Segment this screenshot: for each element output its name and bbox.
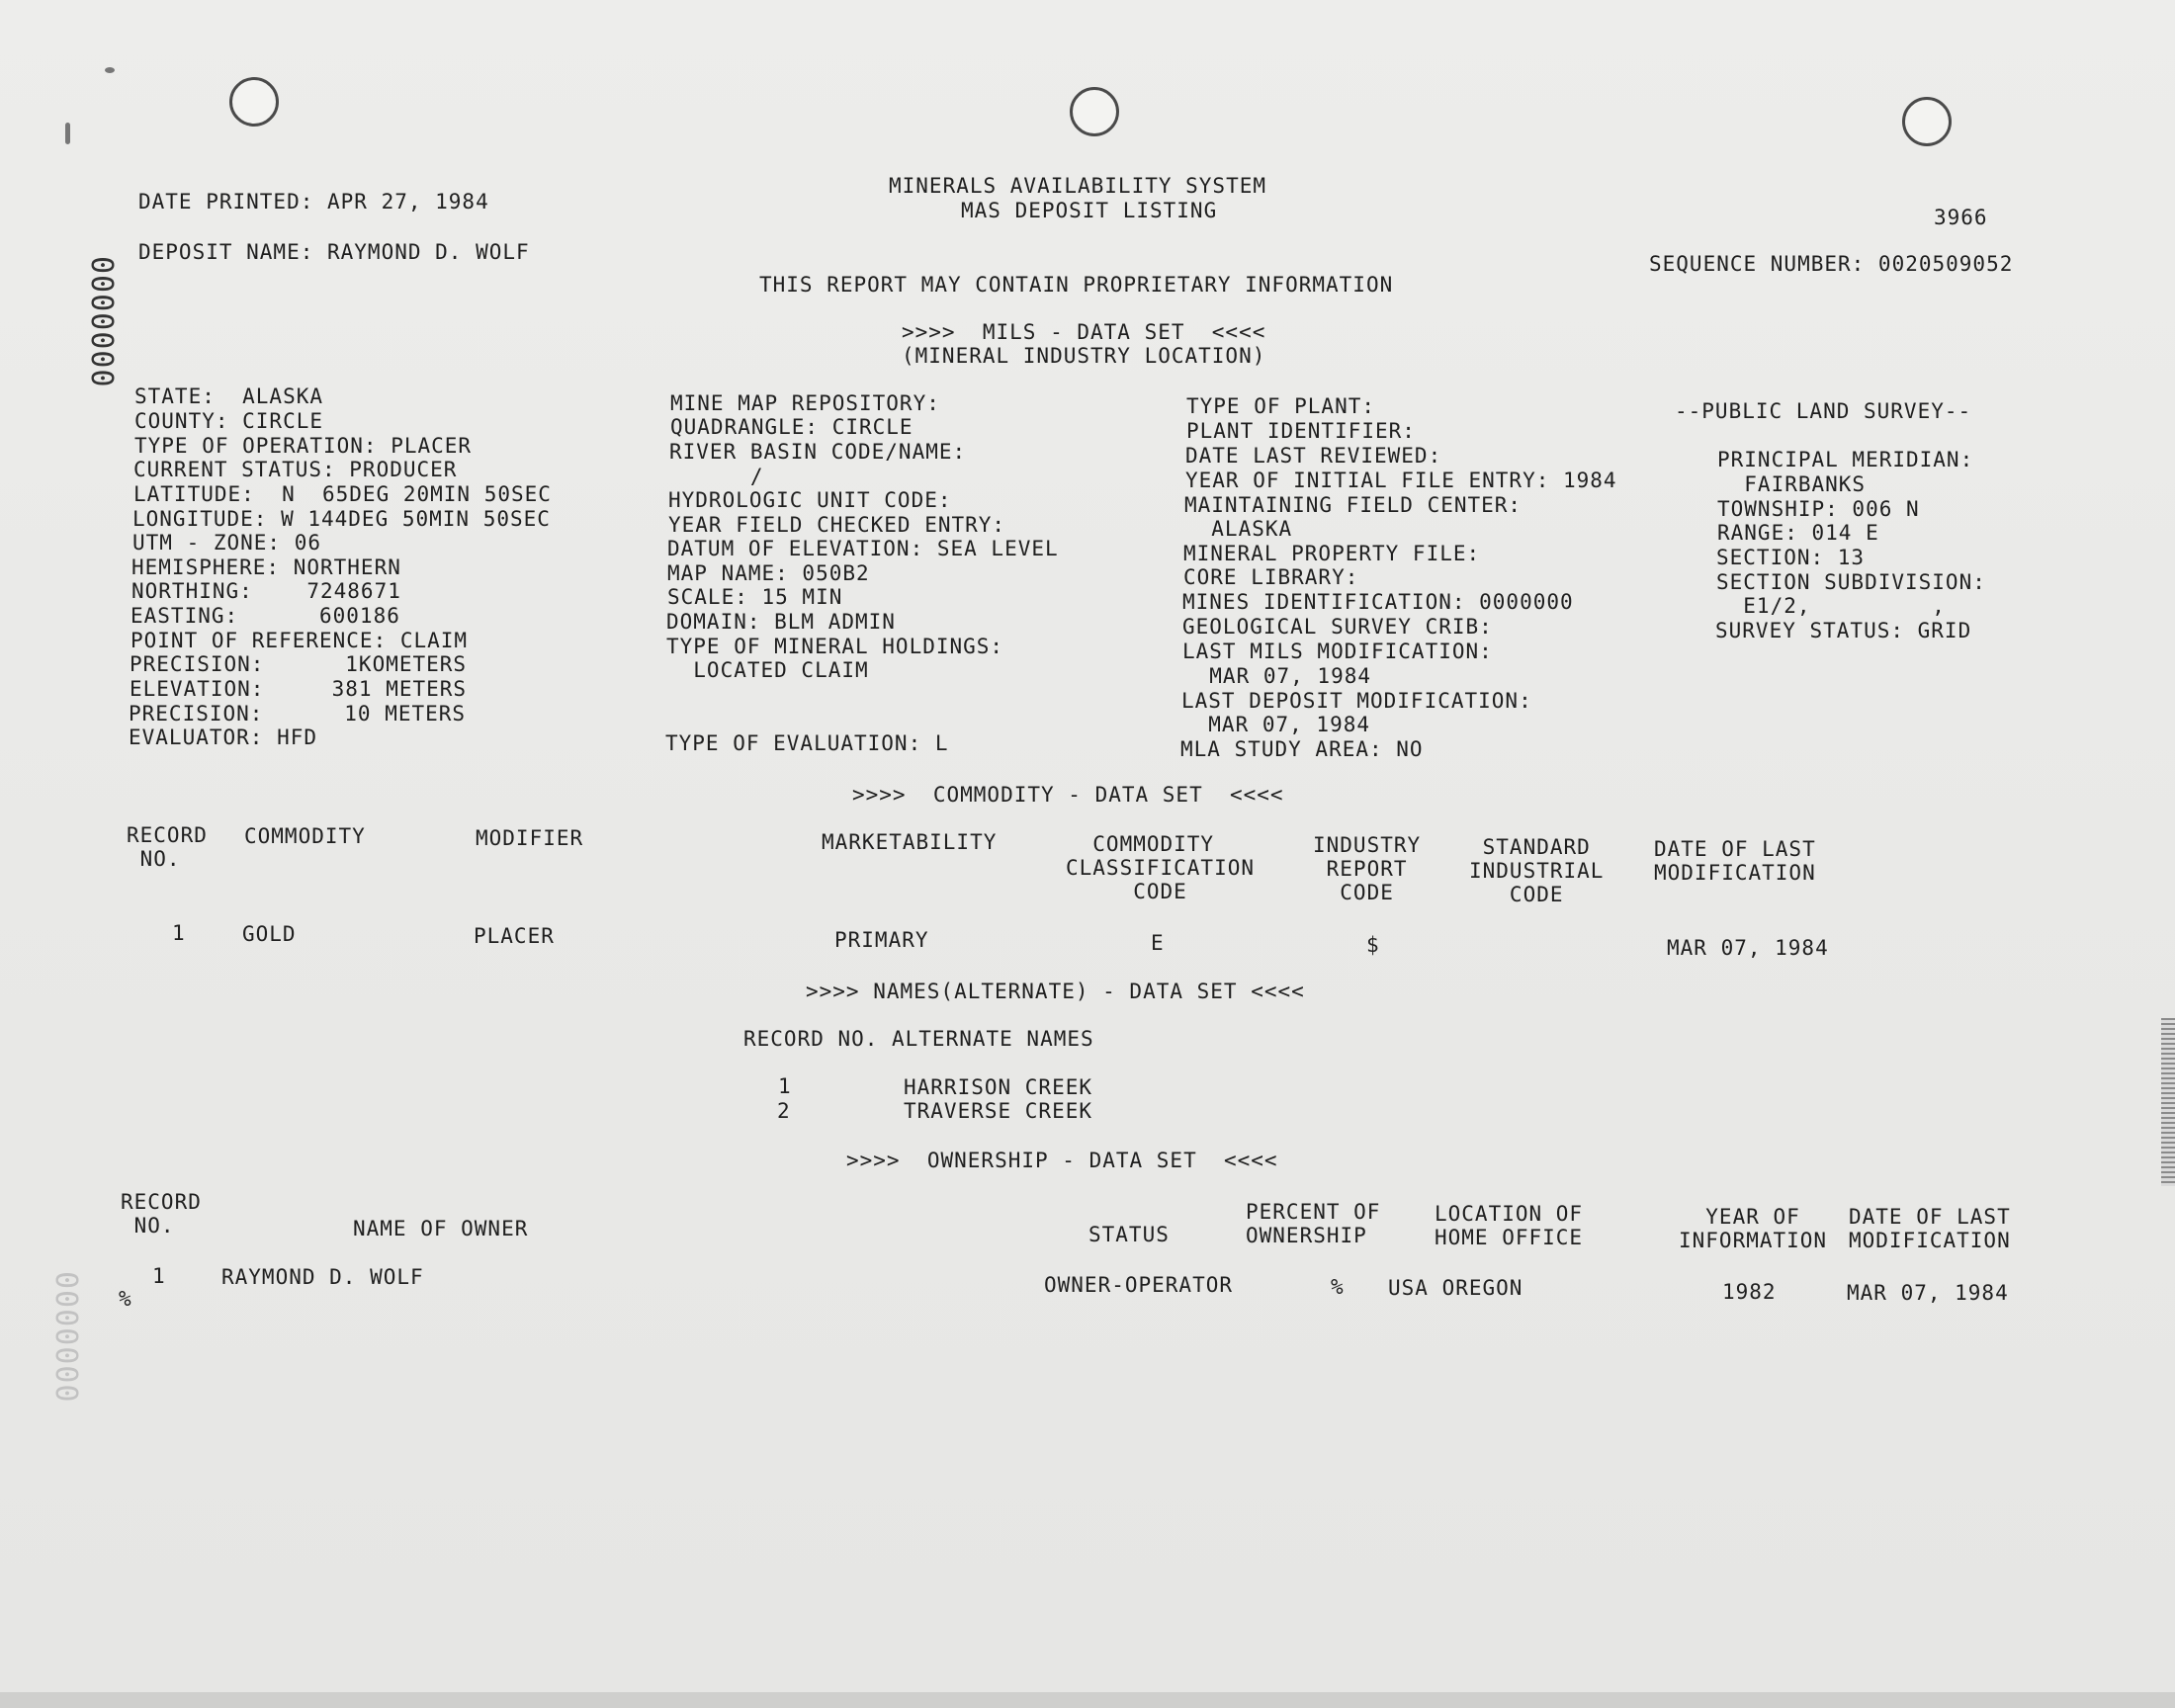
- mils-heading: >>>> MILS - DATA SET <<<<: [902, 320, 1266, 344]
- col-header-sic: CODE: [1469, 883, 1564, 906]
- col-header-marketability: MARKETABILITY: [822, 830, 998, 854]
- date-printed: DATE PRINTED: APR 27, 1984: [138, 190, 489, 214]
- county: COUNTY: CIRCLE: [134, 409, 324, 433]
- last-modification: MAR 07, 1984: [1847, 1281, 2009, 1305]
- ownership-status: OWNER-OPERATOR: [1044, 1273, 1234, 1297]
- geological-survey-crib: GEOLOGICAL SURVEY CRIB:: [1182, 615, 1493, 639]
- margin-code-faint: 0000000: [51, 1270, 86, 1403]
- evaluator: EVALUATOR: HFD: [129, 726, 318, 749]
- col-header-location: LOCATION OF: [1435, 1202, 1584, 1226]
- modifier: PLACER: [474, 924, 555, 948]
- section: SECTION: 13: [1716, 546, 1866, 569]
- col-header-last-modification: MODIFICATION: [1849, 1229, 2011, 1252]
- col-header-commodity: COMMODITY: [244, 824, 366, 848]
- system-title: MINERALS AVAILABILITY SYSTEM: [889, 174, 1267, 198]
- owner-mark: %: [119, 1287, 132, 1311]
- record-no: 1: [172, 921, 186, 945]
- ownership-percent: %: [1331, 1275, 1345, 1299]
- survey-status: SURVEY STATUS: GRID: [1715, 619, 1972, 642]
- col-header-classification: COMMODITY: [1066, 832, 1215, 856]
- longitude: LONGITUDE: W 144DEG 50MIN 50SEC: [132, 507, 551, 531]
- alternate-name: TRAVERSE CREEK: [904, 1099, 1093, 1123]
- col-header-alternate-names: ALTERNATE NAMES: [892, 1027, 1094, 1051]
- col-header-record-no: RECORD: [121, 1190, 202, 1214]
- col-header-last-modification: MODIFICATION: [1654, 861, 1816, 885]
- year-field-checked: YEAR FIELD CHECKED ENTRY:: [668, 513, 1006, 537]
- type-of-plant: TYPE OF PLANT:: [1186, 394, 1376, 418]
- punch-hole-left: [229, 77, 279, 127]
- elevation: ELEVATION: 381 METERS: [130, 677, 468, 701]
- type-of-evaluation: TYPE OF EVALUATION: L: [665, 731, 949, 755]
- margin-code: 0000000: [87, 255, 122, 387]
- col-header-record-no: NO.: [121, 1214, 175, 1238]
- sequence-number: SEQUENCE NUMBER: 0020509052: [1649, 252, 2014, 276]
- names-heading: >>>> NAMES(ALTERNATE) - DATA SET <<<<: [806, 980, 1305, 1003]
- col-header-status: STATUS: [1088, 1223, 1170, 1246]
- punch-hole-right: [1902, 97, 1952, 146]
- utm-zone: UTM - ZONE: 06: [132, 531, 322, 555]
- record-no: 2: [777, 1099, 791, 1123]
- industry-report-code: $: [1366, 933, 1380, 957]
- datum-of-elevation: DATUM OF ELEVATION: SEA LEVEL: [667, 537, 1059, 560]
- col-header-record-no: RECORD: [127, 823, 208, 847]
- record-no: 1: [152, 1264, 166, 1288]
- precision-elevation: PRECISION: 10 METERS: [129, 702, 467, 726]
- river-basin: RIVER BASIN CODE/NAME:: [669, 440, 967, 464]
- year-of-information: 1982: [1722, 1280, 1777, 1304]
- page-number: 3966: [1934, 206, 1988, 229]
- mineral-holdings-value: LOCATED CLAIM: [666, 658, 869, 682]
- col-header-industry-report: CODE: [1313, 881, 1394, 904]
- scan-speck: [105, 67, 115, 73]
- owner-name: RAYMOND D. WOLF: [221, 1265, 424, 1289]
- col-header-record-no: RECORD NO.: [743, 1027, 879, 1051]
- quadrangle: QUADRANGLE: CIRCLE: [670, 415, 914, 439]
- last-deposit-modification: LAST DEPOSIT MODIFICATION:: [1181, 689, 1532, 713]
- col-header-sic: STANDARD: [1469, 835, 1591, 859]
- date-last-reviewed: DATE LAST REVIEWED:: [1185, 444, 1442, 468]
- marketability: PRIMARY: [834, 928, 929, 952]
- field-center-value: ALASKA: [1184, 517, 1293, 541]
- col-header-percent: PERCENT OF: [1246, 1200, 1381, 1224]
- home-office-location: USA OREGON: [1388, 1276, 1523, 1300]
- commodity-name: GOLD: [242, 922, 297, 946]
- range: RANGE: 014 E: [1717, 521, 1879, 545]
- section-subdivision-value: E1/2, ,: [1716, 594, 1946, 618]
- principal-meridian-value: FAIRBANKS: [1717, 472, 1867, 496]
- mine-map-repository: MINE MAP REPOSITORY:: [670, 391, 940, 415]
- col-header-year-of-information: YEAR OF: [1679, 1205, 1800, 1229]
- col-header-location: HOME OFFICE: [1435, 1226, 1584, 1249]
- township: TOWNSHIP: 006 N: [1717, 497, 1920, 521]
- col-header-percent: OWNERSHIP: [1246, 1224, 1367, 1247]
- last-deposit-modification-value: MAR 07, 1984: [1181, 713, 1371, 736]
- col-header-last-modification: DATE OF LAST: [1849, 1205, 2011, 1229]
- point-of-reference: POINT OF REFERENCE: CLAIM: [130, 629, 469, 652]
- commodity-heading: >>>> COMMODITY - DATA SET <<<<: [852, 783, 1284, 807]
- col-header-classification: CODE: [1066, 880, 1187, 903]
- latitude: LATITUDE: N 65DEG 20MIN 50SEC: [133, 482, 552, 506]
- easting: EASTING: 600186: [130, 604, 400, 628]
- col-header-industry-report: REPORT: [1313, 857, 1408, 881]
- current-status: CURRENT STATUS: PRODUCER: [133, 458, 458, 481]
- last-mils-modification: LAST MILS MODIFICATION:: [1182, 640, 1493, 663]
- type-of-mineral-holdings: TYPE OF MINERAL HOLDINGS:: [666, 635, 1004, 658]
- deposit-name: DEPOSIT NAME: RAYMOND D. WOLF: [138, 240, 530, 264]
- northing: NORTHING: 7248671: [131, 579, 401, 603]
- river-basin-value: /: [669, 465, 764, 488]
- mils-subheading: (MINERAL INDUSTRY LOCATION): [902, 344, 1266, 368]
- scan-bottom-band: [0, 1692, 2175, 1708]
- proprietary-notice: THIS REPORT MAY CONTAIN PROPRIETARY INFORMATION: [759, 273, 1394, 297]
- col-header-classification: CLASSIFICATION: [1066, 856, 1256, 880]
- hydrologic-unit-code: HYDROLOGIC UNIT CODE:: [668, 488, 952, 512]
- last-mils-modification-value: MAR 07, 1984: [1182, 664, 1372, 688]
- year-initial-file-entry: YEAR OF INITIAL FILE ENTRY: 1984: [1185, 469, 1617, 492]
- last-modification: MAR 07, 1984: [1667, 936, 1829, 960]
- precision-location: PRECISION: 1KOMETERS: [130, 652, 468, 676]
- col-header-year-of-information: INFORMATION: [1679, 1229, 1828, 1252]
- scan-edge-artifact: [2161, 1018, 2175, 1186]
- punch-hole-center: [1070, 87, 1119, 136]
- mla-study-area: MLA STUDY AREA: NO: [1180, 737, 1424, 761]
- col-header-industry-report: INDUSTRY: [1313, 833, 1422, 857]
- col-header-last-modification: DATE OF LAST: [1654, 837, 1816, 861]
- record-no: 1: [778, 1074, 792, 1098]
- col-header-record-no: NO.: [127, 847, 181, 871]
- pls-heading: --PUBLIC LAND SURVEY--: [1675, 399, 1972, 423]
- mines-identification: MINES IDENTIFICATION: 0000000: [1182, 590, 1574, 614]
- mineral-property-file: MINERAL PROPERTY FILE:: [1183, 542, 1481, 565]
- state: STATE: ALASKA: [134, 384, 324, 408]
- map-name: MAP NAME: 050B2: [667, 561, 870, 585]
- alternate-name: HARRISON CREEK: [904, 1075, 1093, 1099]
- plant-identifier: PLANT IDENTIFIER:: [1186, 419, 1416, 443]
- col-header-owner-name: NAME OF OWNER: [353, 1217, 529, 1240]
- classification-code: E: [1151, 931, 1165, 955]
- listing-title: MAS DEPOSIT LISTING: [961, 199, 1218, 222]
- type-of-operation: TYPE OF OPERATION: PLACER: [134, 434, 473, 458]
- core-library: CORE LIBRARY:: [1183, 565, 1359, 589]
- scale: SCALE: 15 MIN: [667, 585, 843, 609]
- scan-speck: [65, 123, 70, 144]
- domain: DOMAIN: BLM ADMIN: [666, 610, 896, 634]
- col-header-sic: INDUSTRIAL: [1469, 859, 1605, 883]
- section-subdivision: SECTION SUBDIVISION:: [1716, 570, 1986, 594]
- ownership-heading: >>>> OWNERSHIP - DATA SET <<<<: [846, 1149, 1278, 1172]
- principal-meridian: PRINCIPAL MERIDIAN:: [1717, 448, 1974, 471]
- hemisphere: HEMISPHERE: NORTHERN: [131, 555, 401, 579]
- maintaining-field-center: MAINTAINING FIELD CENTER:: [1184, 493, 1522, 517]
- col-header-modifier: MODIFIER: [476, 826, 584, 850]
